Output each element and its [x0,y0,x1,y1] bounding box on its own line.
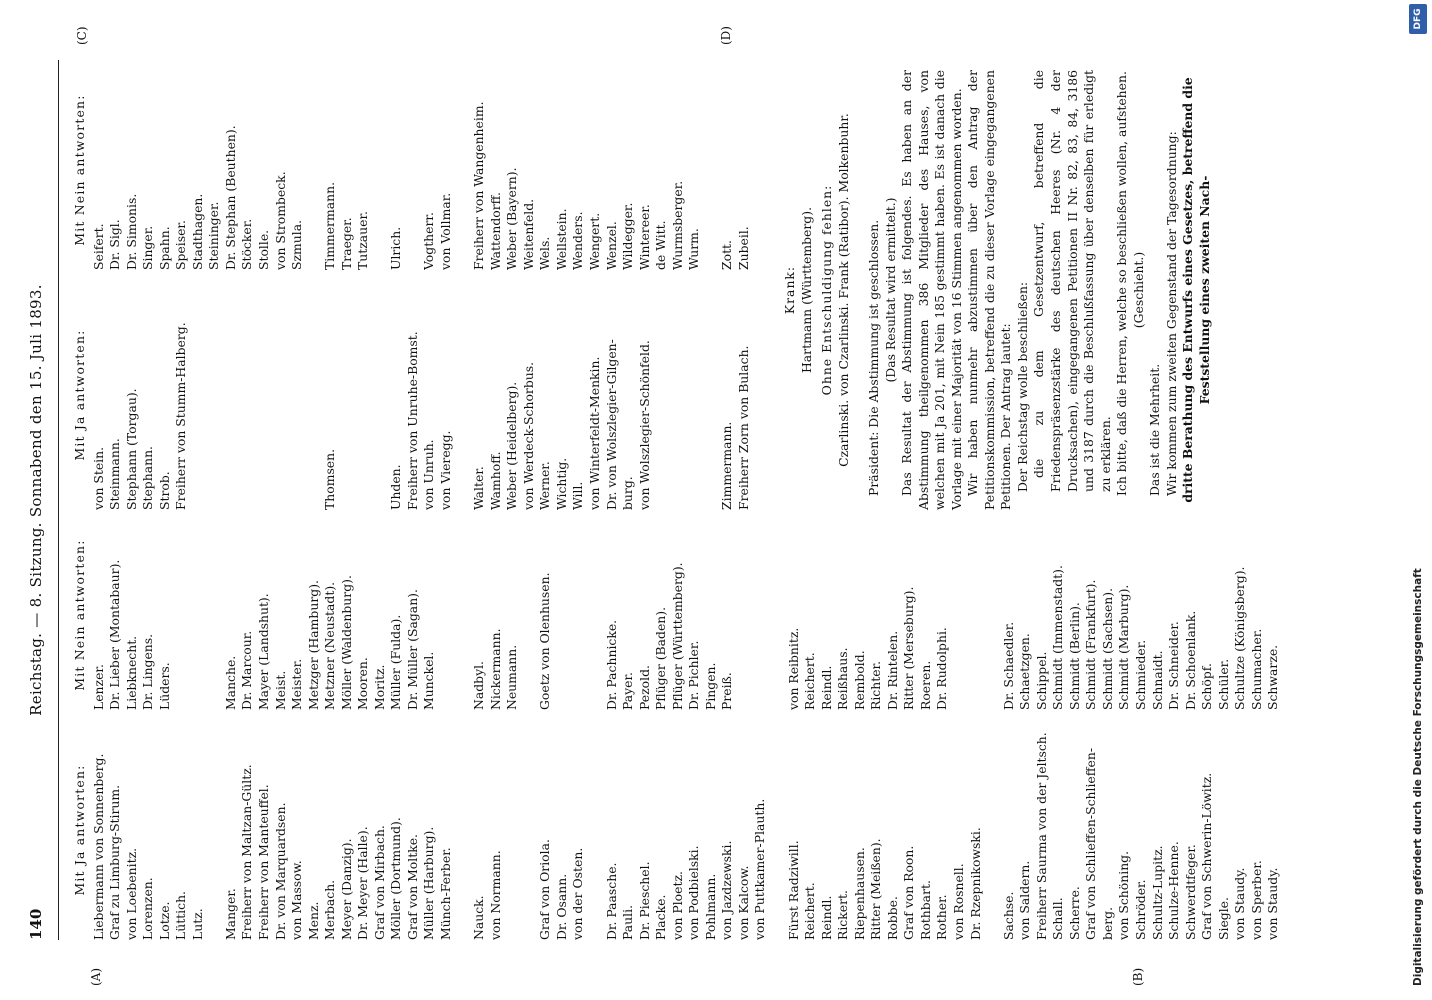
middle-name-line: Freiherr Zorn von Bulach. [735,345,751,510]
left-name-line [206,720,223,940]
left-name-line: von Normann. [487,850,503,940]
left-name-line: Payer. [620,672,636,710]
left-name-line: Dr. Schoenlank. [1182,610,1198,710]
left-name-line: Dr. Meyer (Halle). [355,826,371,940]
middle-name-line [289,280,306,510]
proceedings-text [866,70,1213,510]
interim-note: (Das Resultat wird ermittelt.) [882,197,898,383]
left-name-line: Dr. Pachnicke. [603,619,619,710]
left-name-line: Dr. Osann. [553,873,569,940]
left-name-line: Freiherr von Manteuffel. [256,784,272,940]
middle-name-line: Dr. von Wolszlegier-Gilgen- [603,339,619,510]
middle-name-line: Spahn. [156,226,172,270]
left-name-line: von Reibnitz. [785,627,801,710]
middle-name-line: von Strombeck. [272,171,288,270]
left-yes-list [72,720,1282,940]
left-name-line: von Massow. [289,860,305,940]
left-name-line: Dr. von Marquardsen. [272,802,288,940]
dfg-credit [1404,0,1432,1000]
middle-name-line: Werner. [537,461,553,510]
left-name-line: Manger. [222,888,238,940]
middle-name-line: Weber (Bayern). [504,167,520,270]
left-name-line: Schulze-Henne. [1166,841,1182,940]
middle-name-line: Speiser. [173,220,189,270]
left-name-line [190,520,207,710]
left-name-line: Graf von Roon. [901,845,917,940]
middle-name-line: Stolle. [256,229,272,270]
left-name-line: Mayer (Landshut). [256,593,272,710]
left-name-line: Freiherr Saurma von der Jeltsch. [1033,732,1049,940]
left-name-line: Dr. Schaedler. [1000,621,1016,710]
left-name-line: Münch-Ferber. [438,847,454,940]
left-name-line: von Staudy. [1232,867,1248,940]
left-name-line: Richter. [868,660,884,710]
left-name-line: Neumann. [504,644,520,710]
absent-heading: Ohne Entschuldigung fehlen: [819,184,835,396]
left-yes-names [91,720,1282,940]
third-reading-title: dritte Berathung des Entwurfs eines Gesetzes, betreffend die Feststellung eines zweiten Nach- [1180,77,1212,503]
left-name-line [769,520,786,710]
middle-name-line [455,70,472,270]
margin-mark-c: (C) [75,26,89,45]
left-name-line [769,720,786,940]
left-name-line: Schnaidt. [1149,650,1165,710]
middle-name-line: von Winterfeldt-Menkin. [586,356,602,510]
middle-name-line: Wengert. [586,212,602,270]
left-name-line: Schultze (Königsberg). [1232,566,1248,710]
left-name-line: Schall. [1050,897,1066,940]
middle-name-line: Will. [570,481,586,510]
left-name-line: von Saldern. [1017,860,1033,940]
middle-name-line: Wellstein. [553,208,569,270]
middle-name-line: Timmermann. [322,181,338,270]
left-no-names [91,520,1282,710]
left-name-line: Freiherr von Maltzan-Gültz. [239,764,255,940]
middle-name-line [223,280,240,510]
middle-yes-names [91,280,753,510]
left-name-line: Dr. Pieschel. [636,861,652,940]
left-name-line [570,520,587,710]
middle-name-line: Stadthagen. [189,193,205,270]
left-name-line: von Staudy. [1265,867,1281,940]
left-name-line [554,520,571,710]
left-name-line: Goetz von Olenhusen. [537,572,553,710]
middle-name-line: Wattendorff. [487,192,503,270]
middle-name-line: Vogtherr. [421,212,437,270]
left-name-line: Reichert. [802,882,818,940]
left-no-list [72,520,1282,710]
left-name-line: Pauli. [620,904,636,940]
left-name-line: Rothbart. [917,880,933,940]
middle-name-line [339,280,356,510]
left-name-line: Lüders. [156,662,172,710]
middle-name-line: Freiherr von Wangenheim. [471,101,487,270]
vote-result: Das Resultat der Abstimmung ist folgendes. Es haben an der Abstimmung theilgenommen 386 Mitglieder des Hauses, von welchen mit Ja 201, mit Nein 185 gestimmt haben. Es ist danach die Vorlage mit einer Majorität von 16 Stimmen angenommen worden. [899,70,964,510]
left-name-line: Lüttich. [173,891,189,940]
left-name-line: Nauck. [471,895,487,940]
left-name-line: Lutz. [189,908,205,940]
left-name-line: Müller (Fulda). [388,614,404,710]
left-name-line: Lorenzen. [140,877,156,940]
motion-intro: Wir haben nunmehr abzustimmen über den Antrag der Petitionskommission, betreffend die zu dieser Vorlage eingegangenen Petitionen. Der Antrag lautet: [965,70,1014,510]
left-name-line: Dr. Pichler. [686,640,702,710]
left-name-line: von Jazdzewski. [719,840,735,940]
left-name-line: Dr. Rudolphi. [934,627,950,710]
left-name-line: Dr. Rzepnikowski. [967,827,983,940]
standing-note: (Geschieht.) [1130,251,1146,329]
krank-heading: Krank: [782,265,797,315]
middle-name-line [273,280,290,510]
left-name-line: Dr. Schneider. [1166,621,1182,710]
left-name-line: Graf zu Limburg-Stirum. [107,784,123,940]
left-no-heading: Mit Nein antworten: [72,539,87,691]
left-name-line [438,520,455,710]
middle-name-line: von Vollmar. [438,192,454,270]
left-name-line: Schmidt (Immenstadt). [1050,565,1066,710]
middle-name-line: Wildegger. [620,202,636,270]
left-name-line [752,520,769,710]
left-name-line: Menz. [305,901,321,940]
middle-no-names [91,70,753,270]
middle-name-line [190,280,207,510]
president-statement: Präsident: Die Abstimmung ist geschlossen. [866,219,881,496]
middle-name-line [653,280,670,510]
left-name-line: Graf von Schwerin-Löwitz. [1199,772,1215,940]
left-name-line: von der Osten. [570,847,586,940]
left-name-line: Ritter (Meißen). [868,838,884,940]
page-header [14,60,59,940]
left-name-line: Lenzer. [90,664,106,710]
middle-name-line: Wichtig. [553,457,569,510]
left-name-line [206,520,223,710]
middle-name-line: Dr. Sigl. [107,219,123,270]
motion-head: Der Reichstag wolle beschließen: [1014,281,1030,492]
left-name-line: Robbe. [884,896,900,940]
left-name-line: Reindl. [818,665,834,710]
left-name-line: Reindl. [818,895,834,940]
middle-name-line: von Wolszlegier-Schönfeld. [636,340,652,510]
left-name-line: Müller (Harburg). [421,826,437,940]
left-name-line [587,720,604,940]
motion-body: die zu dem Gesetzentwurf, betreffend die Friedenspräsenzstärke des deutschen Heeres (Nr. 4 der Drucksachen), eingegangenen Petitionen II Nr. 82, 83, 84, 3186 und 3187 durch die Beschlußfassung über denselben für erledigt zu erklären. [1031,70,1113,492]
margin-mark-b: (B) [1131,967,1145,986]
left-yes-heading: Mit Ja antworten: [72,764,87,896]
middle-name-line: Steininger. [206,201,222,270]
middle-name-line: Singer. [140,225,156,270]
middle-name-line [703,280,720,510]
left-name-line: Ritter (Merseburg). [901,586,917,710]
middle-name-line: de Witt. [653,220,669,270]
left-name-line: Moritz. [371,664,387,710]
left-name-line: Dr. Paasche. [603,862,619,940]
middle-name-line: Wenders. [570,211,586,270]
left-name-line: Rembold. [851,650,867,710]
left-name-line: Schippel. [1033,651,1049,710]
left-name-line: Schöpf. [1199,663,1215,710]
middle-name-line: Weber (Heidelberg). [504,381,520,510]
left-name-line: Meyer (Danzig). [338,838,354,940]
middle-name-line [355,280,372,510]
middle-name-line [239,280,256,510]
left-name-line: Scherre. [1066,886,1082,940]
left-name-line: Riepenhausen. [851,847,867,940]
left-name-line: Rickert. [835,890,851,940]
middle-name-line [372,280,389,510]
left-name-line [521,720,538,940]
left-name-line: Meister. [289,658,305,710]
middle-name-line [405,70,422,270]
left-name-line [173,520,190,710]
middle-name-line: Dr. Simonis. [123,193,139,270]
middle-name-line: Strob. [156,471,172,510]
left-name-line: Schumacher. [1248,628,1264,710]
dfg-logo: DFG [1409,4,1427,34]
middle-name-line: Freiherr von Stumm-Halberg. [173,322,189,510]
middle-no-heading: Mit Nein antworten: [72,94,87,246]
left-name-line: Pflüger (Baden). [653,606,669,710]
margin-mark-d: (D) [719,26,733,45]
left-name-line: Roeren. [917,660,933,710]
left-name-line: Graf von Moltke. [404,834,420,940]
middle-name-line: Tutzauer. [355,211,371,270]
middle-name-line: Zubeil. [735,226,751,270]
middle-yes-list [72,280,752,510]
middle-name-line [306,70,323,270]
middle-name-line: von Stein. [90,446,106,510]
middle-name-line: Szmula. [289,219,305,270]
left-name-line [984,720,1001,940]
middle-name-line [670,280,687,510]
middle-name-line: Uhden. [388,464,404,510]
middle-name-line: Traeger. [338,217,354,270]
middle-name-line [206,280,223,510]
left-name-line: Manche. [222,655,238,710]
middle-name-line: burg. [620,476,636,510]
credit-text: Digitalisierung gefördert durch die Deutsche Forschungsgemeinschaft [1412,568,1424,986]
left-name-line [455,520,472,710]
absent-names: Czarlinski. von Czarlinski. Frank (Ratibor). Molkenbuhr. [835,113,851,467]
middle-name-line: Wintereer. [636,204,652,270]
krank-name: Hartmann (Württemberg). [798,206,814,374]
left-name-line: von Sperber. [1248,860,1264,940]
middle-name-line: Wels. [537,236,553,270]
left-name-line: Dr. Marcour. [239,630,255,710]
left-name-line: Dr. Rintelen. [884,630,900,710]
middle-name-line [372,70,389,270]
left-name-line: Preiß. [719,672,735,710]
middle-name-line: Wurmsberger. [669,180,685,270]
left-name-line [736,520,753,710]
left-name-line [951,520,968,710]
left-name-line: Pohlmann. [702,873,718,940]
middle-name-line [455,280,472,510]
left-name-line: Reichert. [802,652,818,710]
middle-name-line: Ulrich. [388,226,404,270]
left-name-line: Schüler. [1215,658,1231,710]
left-name-line: Schmidt (Sachsen). [1099,587,1115,710]
left-name-line: Lotze. [156,901,172,940]
left-name-line: Siegle. [1215,897,1231,940]
margin-mark-a: (A) [89,967,103,986]
middle-name-line: Thomsen. [322,448,338,510]
left-name-line: Pezold. [636,665,652,710]
middle-name-line: Dr. Stephan (Beuthen). [222,125,238,270]
left-name-line: berg. [1099,906,1115,940]
middle-name-line: Stephann. [140,446,156,510]
left-name-line: Schultz-Lupitz. [1149,845,1165,940]
left-name-line: Schwerdtfeger. [1182,844,1198,940]
left-name-line [521,520,538,710]
middle-name-line: Seifert. [90,223,106,270]
middle-name-line: Stephann (Torgau). [123,388,139,510]
page-title: Reichstag. — 8. Sitzung. Sonnabend den 15. Juli 1893. [27,284,45,716]
middle-name-line: von Werdeck-Schorbus. [520,361,536,510]
left-name-line: Schmidt (Berlin). [1066,602,1082,710]
left-name-line: Graf von Oriola. [537,839,553,940]
next-item: Wir kommen zum zweiten Gegenstand der Tagesordnung: [1163,131,1179,496]
middle-yes-heading: Mit Ja antworten: [72,329,87,461]
left-name-line [504,720,521,940]
left-name-line: Meist. [272,670,288,710]
middle-name-line [703,70,720,270]
middle-name-line: Wurm. [686,228,702,270]
left-name-line: Mooren. [355,657,371,710]
middle-name-line: Stöcker. [239,218,255,270]
left-name-line [587,520,604,710]
left-name-line: von Puttkamer-Plauth. [752,798,768,940]
left-name-line: Metzner (Neustadt). [322,581,338,710]
left-name-line [455,720,472,940]
left-name-line: Fürst Radziwill. [785,840,801,940]
left-name-line: Dr. Lingens. [140,633,156,710]
middle-no-list [72,70,752,270]
page-number: 140 [27,908,45,940]
left-name-line: Pflüger (Württemberg). [669,562,685,710]
middle-name-line: Freiherr von Unruhe-Bomst. [404,331,420,510]
left-name-line: von Rosnell. [950,863,966,940]
majority-note: Das ist die Mehrheit. [1147,363,1163,496]
left-name-line: Schaetzgen. [1017,633,1033,710]
left-name-line: Placke. [653,894,669,940]
left-name-line: Schröder. [1133,879,1148,940]
left-name-line: Möller (Waldenburg). [338,575,354,710]
left-name-line [984,520,1001,710]
left-name-line: Munckel. [421,651,437,710]
left-name-line: von Schöning. [1116,850,1132,940]
ask-to-stand: Ich bitte, daß die Herren, welche so beschließen wollen, aufstehen. [1114,71,1130,496]
middle-name-line: Wamhoff. [487,451,503,510]
left-name-line: von Loebenitz. [123,847,139,940]
middle-name-line: Weitenfeld. [520,198,536,270]
middle-name-line: von Unruh. [421,439,437,510]
left-name-line: Schwarze. [1265,644,1281,710]
left-name-line: Dr. Müller (Sagan). [404,589,420,710]
left-name-line: von Ploetz. [669,871,685,940]
left-name-line: Graf von Schlieffen-Schlieffen- [1083,747,1099,940]
left-name-line: Dr. Lieber (Montabaur). [107,559,123,710]
left-name-line: Möller (Dortmund). [388,817,404,940]
left-name-line: Nickermann. [487,628,503,710]
middle-name-line: Zimmermann. [719,421,735,510]
left-name-line: Sachse. [1000,891,1016,940]
middle-name-line [256,280,273,510]
left-name-line: Schmidt (Frankfurt). [1083,579,1099,710]
left-name-line: Metzger (Hamburg). [305,580,321,710]
middle-name-line [306,280,323,510]
middle-name-line: Steinmann. [107,438,123,510]
left-name-line: Rother. [934,894,950,940]
left-name-line: von Podbielski. [686,845,702,940]
left-name-line: Merbach. [322,879,338,940]
left-name-line: Schmieder. [1133,639,1148,710]
left-name-line: Schmidt (Marburg). [1116,584,1132,710]
middle-name-line: von Vieregg. [438,430,454,510]
left-name-line: Pingen. [702,662,718,710]
left-name-line: von Kalcow. [735,865,751,940]
left-name-line: Graf von Mirbach. [371,825,387,940]
middle-name-line: Zott. [719,240,735,270]
middle-name-line: Wenzel. [603,221,619,270]
left-name-line: Nadbyl. [471,661,487,710]
left-name-line: Reißhaus. [835,647,851,710]
left-name-line: Liebermann von Sonnenberg. [90,753,106,940]
middle-name-line [686,280,703,510]
middle-name-line: Walter. [471,466,487,510]
left-name-line [968,520,985,710]
left-name-line: Liebknecht. [123,635,139,710]
absent-section [782,70,852,510]
